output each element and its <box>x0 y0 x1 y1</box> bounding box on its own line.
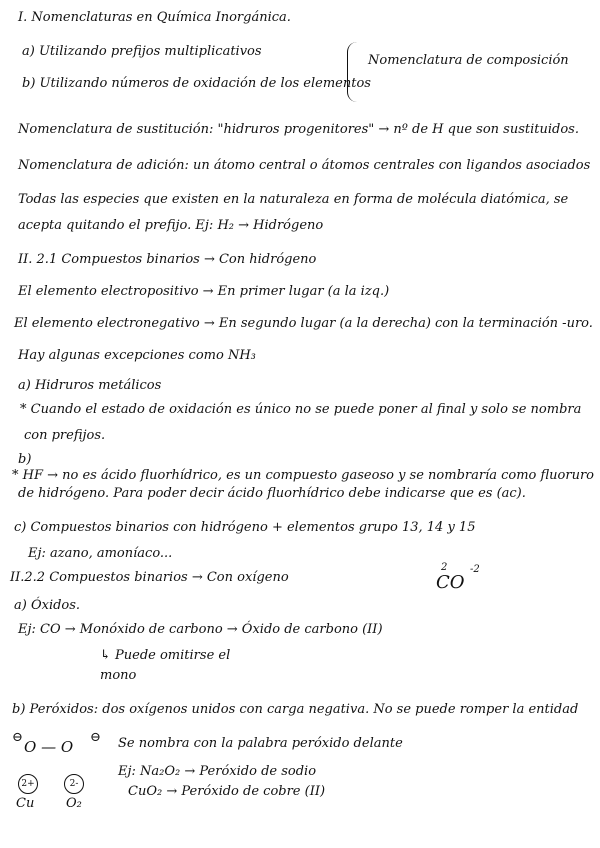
heading-binarios-hidrogeno: II. 2.1 Compuestos binarios → Con hidrógeno <box>18 252 317 267</box>
o2-charge-circle: 2- <box>64 774 84 794</box>
charge-left: ⊖ <box>12 730 23 745</box>
line-peroxidos: b) Peróxidos: dos oxígenos unidos con carga negativa. No se puede romper la entidad <box>12 702 579 717</box>
co-left-superscript: 2 <box>441 562 448 573</box>
line-excepciones: Hay algunas excepciones como NH₃ <box>18 348 256 363</box>
item-prefijos: a) Utilizando prefijos multiplicativos <box>22 44 262 59</box>
brace-label: Nomenclatura de composición <box>368 53 569 68</box>
line-electronegativo: El elemento electronegativo → En segundo lugar (a la derecha) con la terminación -uro. <box>14 316 593 331</box>
item-numeros-oxidacion: b) Utilizando números de oxidación de los elementos <box>22 76 371 91</box>
co-right-superscript: -2 <box>470 564 480 575</box>
line-sustitucion: Nomenclatura de sustitución: "hidruros progenitores" → nº de H que son sustituidos. <box>18 122 579 137</box>
line-azano: Ej: azano, amoníaco... <box>28 546 173 561</box>
curly-brace <box>347 42 362 102</box>
line-diatomica: Todas las especies que existen en la naturaleza en forma de molécula diatómica, se <box>18 192 569 207</box>
heading-oxidos: a) Óxidos. <box>14 598 81 613</box>
line-grupos: c) Compuestos binarios con hidrógeno + elementos grupo 13, 14 y 15 <box>14 520 476 535</box>
line-palabra-peroxido: Se nombra con la palabra peróxido delante <box>118 736 403 751</box>
heading-nomenclaturas: I. Nomenclaturas en Química Inorgánica. <box>18 10 291 25</box>
line-prefijo-ejemplo: acepta quitando el prefijo. Ej: H₂ → Hidrógeno <box>18 218 324 233</box>
co-charged-formula: CO <box>436 572 465 593</box>
cu-symbol: Cu <box>16 796 35 811</box>
line-na2o2: Ej: Na₂O₂ → Peróxido de sodio <box>118 764 317 779</box>
line-hf: * HF → no es ácido fluorhídrico, es un compuesto gaseoso y se nombraría como fluoruro <box>12 468 595 483</box>
item-b: b) <box>18 452 32 467</box>
charge-right: ⊖ <box>90 730 101 745</box>
line-omitirse: ↳ Puede omitirse el <box>100 648 231 663</box>
cu-charge-circle: 2+ <box>18 774 38 794</box>
line-co-ejemplo: Ej: CO → Monóxido de carbono → Óxido de carbono (II) <box>18 622 383 637</box>
o2-symbol: O₂ <box>66 796 82 811</box>
line-mono: mono <box>100 668 137 683</box>
line-adicion: Nomenclatura de adición: un átomo central o átomos centrales con ligandos asociados <box>18 158 591 173</box>
line-cuo2: CuO₂ → Peróxido de cobre (II) <box>128 784 326 799</box>
line-con-prefijos: con prefijos. <box>24 428 106 443</box>
line-hf-ac: de hidrógeno. Para poder decir ácido fluorhídrico debe indicarse que es (ac). <box>18 486 526 501</box>
heading-binarios-oxigeno: II.2.2 Compuestos binarios → Con oxígeno <box>10 570 289 585</box>
line-electropositivo: El elemento electropositivo → En primer lugar (a la izq.) <box>18 284 390 299</box>
heading-hidruros-metalicos: a) Hidruros metálicos <box>18 378 162 393</box>
peroxide-chain: O — O <box>24 738 74 756</box>
line-estado-oxidacion: * Cuando el estado de oxidación es único no se puede poner al final y solo se nombra <box>20 402 582 417</box>
